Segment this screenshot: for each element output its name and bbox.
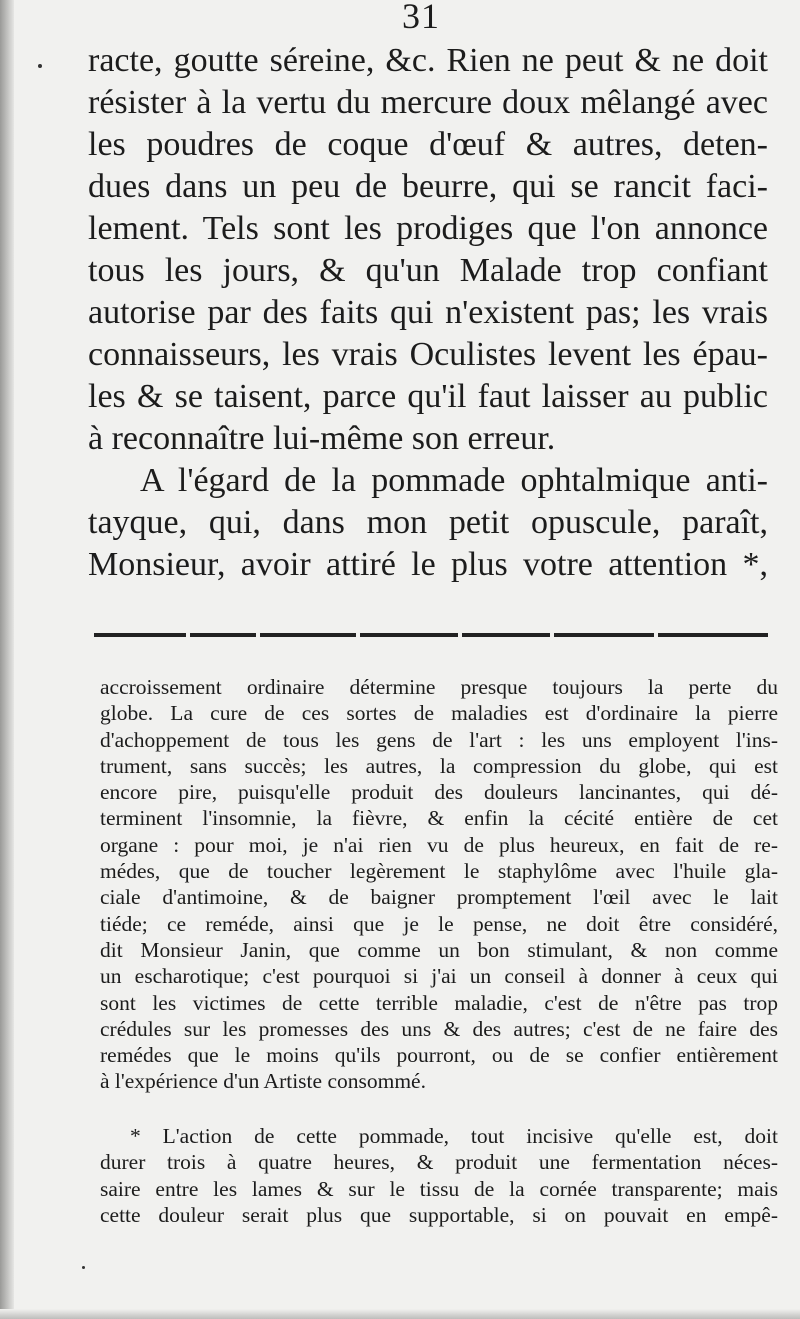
- footnote-line: * L'action de cette pommade, tout incisive qu'elle est, doit: [130, 1124, 778, 1148]
- footnote-line: sont les victimes de cette terrible maladie, c'est de n'être pas trop: [100, 990, 778, 1015]
- footnote-line: d'achoppement de tous les gens de l'art : les uns employent l'ins-: [100, 727, 778, 752]
- page-left-shadow: [0, 0, 14, 1319]
- main-text-line: à reconnaître lui-même son erreur.: [88, 420, 556, 457]
- main-text-line: connaisseurs, les vrais Oculistes levent les épau-: [88, 336, 768, 373]
- main-text-line: autorise par des faits qui n'existent pas; les vrais: [88, 294, 768, 331]
- footnote-line: crédules sur les promesses des uns & des autres; c'est de ne faire des: [100, 1016, 778, 1041]
- ink-speck: [82, 1266, 85, 1269]
- main-text-line: dues dans un peu de beurre, qui se rancit faci-: [88, 168, 768, 205]
- main-text-line: les poudres de coque d'œuf & autres, deten-: [88, 126, 768, 163]
- main-text-line: racte, goutte séreine, &c. Rien ne peut & ne doit: [88, 42, 768, 79]
- main-text-block: [88, 40, 768, 586]
- footnote-line: terminent l'insomnie, la fièvre, & enfin la cécité entière de cet: [100, 806, 778, 831]
- footnote-line: médes, que de toucher legèrement le staphylôme avec l'huile gla-: [100, 859, 778, 884]
- main-text-line: les & se taisent, parce qu'il faut laisser au public: [88, 378, 768, 415]
- footnote-line: ciale d'antimoine, & de baigner promptement l'œil avec le lait: [100, 885, 778, 910]
- footnote-line: globe. La cure de ces sortes de maladies est d'ordinaire la pierre: [100, 701, 778, 726]
- main-text-line: lement. Tels sont les prodiges que l'on annonce: [88, 210, 768, 247]
- page-number: 31: [402, 0, 440, 36]
- footnote-line: organe : pour moi, je n'ai rien vu de plus heureux, en fait de re-: [100, 832, 778, 857]
- main-text-line: Monsieur, avoir attiré le plus votre attention *,: [88, 546, 768, 583]
- footnote-continued-block: [100, 674, 778, 1095]
- footnote-line: tiéde; ce reméde, ainsi que je le pense, ne doit être considéré,: [100, 911, 778, 936]
- footnote-line: durer trois à quatre heures, & produit une fermentation néces-: [100, 1150, 778, 1175]
- footnote-line: cette douleur serait plus que supportable, si on pouvait en empê-: [100, 1202, 778, 1227]
- ink-speck: [38, 64, 42, 68]
- main-text-line: tayque, qui, dans mon petit opuscule, paraît,: [88, 504, 768, 541]
- footnote-line: saire entre les lames & sur le tissu de la cornée transparente; mais: [100, 1176, 778, 1201]
- footnote-line: trument, sans succès; les autres, la compression du globe, qui est: [100, 753, 778, 778]
- footnote-line: accroissement ordinaire détermine presque toujours la perte du: [100, 675, 778, 699]
- main-text-line: résister à la vertu du mercure doux mêlangé avec: [88, 84, 768, 121]
- footnote-line: remédes que le moins qu'ils pourront, ou de se confier entièrement: [100, 1043, 778, 1068]
- footnote-line: dit Monsieur Janin, que comme un bon stimulant, & non comme: [100, 937, 778, 962]
- footnote-line: un escharotique; c'est pourquoi si j'ai un conseil à donner à ceux qui: [100, 964, 778, 989]
- footnote-star-block: [100, 1123, 778, 1228]
- main-text-line: tous les jours, & qu'un Malade trop confiant: [88, 252, 768, 289]
- footnote-separator-rule: [94, 632, 768, 638]
- main-text-line: A l'égard de la pommade ophtalmique anti-: [140, 462, 768, 499]
- page-bottom-shadow: [0, 1309, 800, 1319]
- footnote-line: à l'expérience d'un Artiste consommé.: [100, 1069, 426, 1094]
- footnote-line: encore pire, puisqu'elle produit des douleurs lancinantes, qui dé-: [100, 780, 778, 805]
